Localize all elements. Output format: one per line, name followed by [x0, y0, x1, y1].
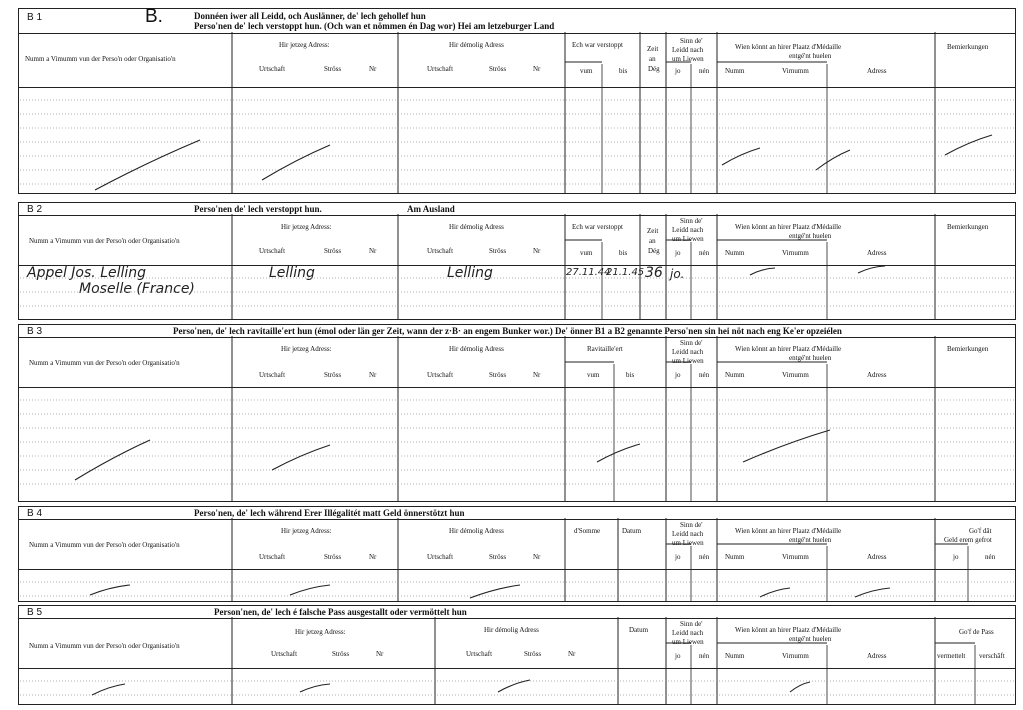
- former-address-header: Hir démolig Adress: [449, 345, 504, 353]
- number-header: Nr: [369, 371, 377, 379]
- number-header: Nr: [568, 650, 576, 658]
- section-code: B 1: [27, 12, 43, 23]
- name-column-header: Numm a Vimumm vun der Perso'n oder Organisatio'n: [29, 359, 180, 367]
- firstname-header: Virnumm: [782, 67, 809, 75]
- locality-header: Urtschaft: [259, 371, 286, 379]
- medal-header: entgé'nt huelen: [789, 635, 832, 643]
- street-header: Ströss: [324, 65, 342, 73]
- date-header: Datum: [622, 527, 642, 535]
- current-address-header: Hir jetzeg Adress:: [281, 527, 332, 535]
- no-header: nén: [699, 553, 710, 561]
- section-title: Perso'nen, de' lech ravitaille'ert hun (émol oder län ger Zeit, wann der z·B· an engem Bunker wor.) De' önner B1 a B2 genannte Perso'nen sin hei nöt nach eng Ke'er opzeiélen: [173, 326, 842, 336]
- number-header: Nr: [369, 553, 377, 561]
- number-header: Nr: [369, 247, 377, 255]
- hidden-header: Ech war verstoppt: [572, 223, 623, 231]
- surname-header: Numm: [725, 249, 745, 257]
- hidden-header: Ech war verstoppt: [572, 41, 623, 49]
- address-header: Adress: [867, 249, 887, 257]
- number-header: Nr: [533, 371, 541, 379]
- medal-header: entgé'nt huelen: [789, 536, 832, 544]
- yes-header: jo: [675, 553, 681, 561]
- firstname-header: Virnumm: [782, 249, 809, 257]
- life-danger-header: Sinn de': [680, 217, 703, 225]
- entry-former-locality: Lelling: [447, 265, 493, 281]
- street-header: Ströss: [489, 553, 507, 561]
- date-header: Datum: [629, 626, 649, 634]
- entry-yes: jo.: [670, 267, 685, 281]
- life-danger-header: Sinn de': [680, 620, 703, 628]
- former-address-header: Hir démolig Adress: [449, 41, 504, 49]
- section-title: Perso'nen de' lech verstoppt hun.: [194, 204, 322, 214]
- street-header: Ströss: [524, 650, 542, 658]
- to-header: bis: [619, 67, 628, 75]
- entry-name-line2: Moselle (France): [79, 281, 195, 297]
- surname-header: Numm: [725, 371, 745, 379]
- number-header: Nr: [533, 65, 541, 73]
- money-returned-header: Geld erem gefrot: [944, 536, 992, 544]
- address-header: Adress: [867, 553, 887, 561]
- medal-header: Wien könnt an hirer Plaatz d'Médaille: [735, 527, 842, 535]
- remarks-header: Bemierkungen: [947, 345, 989, 353]
- street-header: Ströss: [324, 371, 342, 379]
- surname-header: Numm: [725, 67, 745, 75]
- name-column-header: Numm a Vimumm vun der Perso'n oder Organisatio'n: [29, 237, 180, 245]
- yes-header: jo: [675, 371, 681, 379]
- days-header: Zeit: [647, 45, 659, 53]
- money-returned-header: Go'f dât: [969, 527, 992, 535]
- section-title: Perso'nen, de' lech während Erer Illégalitét matt Geld önnerstötzt hun: [194, 508, 465, 518]
- sum-header: d'Somme: [574, 527, 601, 535]
- to-header: bis: [619, 249, 628, 257]
- number-header: Nr: [533, 553, 541, 561]
- locality-header: Urtschaft: [427, 371, 454, 379]
- passport-header: Go'f de Pass: [959, 628, 994, 636]
- firstname-header: Virnumm: [782, 553, 809, 561]
- medal-header: entgé'nt huelen: [789, 354, 832, 362]
- life-danger-header: um Liewen: [672, 539, 704, 547]
- address-header: Adress: [867, 67, 887, 75]
- section-code: B 5: [27, 607, 43, 618]
- street-header: Ströss: [489, 371, 507, 379]
- number-header: Nr: [369, 65, 377, 73]
- number-header: Nr: [376, 650, 384, 658]
- remarks-header: Bemierkungen: [947, 43, 989, 51]
- to-header: bis: [626, 371, 635, 379]
- firstname-header: Virnumm: [782, 652, 809, 660]
- number-header: Nr: [533, 247, 541, 255]
- locality-header: Urtschaft: [427, 247, 454, 255]
- no-header: nén: [985, 553, 996, 561]
- life-danger-header: Leidd nach: [672, 226, 704, 234]
- no-header: nén: [699, 67, 710, 75]
- section-code: B 3: [27, 326, 43, 337]
- street-header: Ströss: [332, 650, 350, 658]
- former-address-header: Hir démolig Adress: [449, 527, 504, 535]
- address-header: Adress: [867, 371, 887, 379]
- entry-to-date: 21.1.45: [606, 267, 645, 278]
- former-address-header: Hir démolig Adress: [484, 626, 539, 634]
- section-b1-header: [19, 6, 1015, 34]
- life-danger-header: Leidd nach: [672, 629, 704, 637]
- section-b5: [18, 605, 1016, 705]
- current-address-header: Hir jetzeg Adress:: [281, 223, 332, 231]
- name-column-header: Numm a Vimumm vun der Perso'n oder Organisatio'n: [25, 55, 176, 63]
- forged-header: verschâft: [979, 652, 1005, 660]
- life-danger-header: Leidd nach: [672, 46, 704, 54]
- entry-from-date: 27.11.44: [566, 267, 611, 278]
- locality-header: Urtschaft: [466, 650, 493, 658]
- section-title: Donnéen iwer all Leidd, och Auslänner, de' lech gehollef hun: [194, 11, 426, 21]
- locality-header: Urtschaft: [427, 553, 454, 561]
- issued-header: vermettelt: [937, 652, 966, 660]
- days-header: an: [649, 55, 656, 63]
- life-danger-header: Sinn de': [680, 339, 703, 347]
- entry-name: Appel Jos. Lelling: [27, 265, 147, 281]
- form-letter: B.: [145, 6, 163, 27]
- section-b4: [18, 506, 1016, 602]
- life-danger-header: um Liewen: [672, 235, 704, 243]
- medal-header: Wien könnt an hirer Plaatz d'Médaille: [735, 626, 842, 634]
- section-subtitle: Perso'nen de' lech verstoppt hun. (Och wan et nömmen én Dag wor) Hei am letzeburger Land: [194, 21, 555, 31]
- days-header: an: [649, 237, 656, 245]
- locality-header: Urtschaft: [259, 65, 286, 73]
- yes-header: jo: [675, 249, 681, 257]
- former-address-header: Hir démolig Adress: [449, 223, 504, 231]
- yes-header: jo: [953, 553, 959, 561]
- street-header: Ströss: [489, 247, 507, 255]
- remarks-header: Bemierkungen: [947, 223, 989, 231]
- locality-header: Urtschaft: [427, 65, 454, 73]
- street-header: Ströss: [324, 247, 342, 255]
- current-address-header: Hir jetzeg Adress:: [279, 41, 330, 49]
- days-header: Dég: [648, 247, 660, 255]
- firstname-header: Virnumm: [782, 371, 809, 379]
- medal-header: Wien könnt an hirer Plaatz d'Médaille: [735, 43, 842, 51]
- current-address-header: Hir jetzeg Adress:: [295, 628, 346, 636]
- medal-header: entgé'nt huelen: [789, 232, 832, 240]
- locality-header: Urtschaft: [259, 247, 286, 255]
- entry-days: 36: [645, 265, 663, 281]
- entry-current-locality: Lelling: [269, 265, 315, 281]
- section-title: Person'nen, de' lech é falsche Pass ausgestallt oder vermöttelt hun: [214, 607, 467, 617]
- no-header: nén: [699, 249, 710, 257]
- section-b3: [18, 324, 1016, 502]
- address-header: Adress: [867, 652, 887, 660]
- street-header: Ströss: [324, 553, 342, 561]
- no-header: nén: [699, 652, 710, 660]
- section-subtitle: Am Ausland: [407, 204, 455, 214]
- medal-header: Wien könnt an hirer Plaatz d'Médaille: [735, 345, 842, 353]
- life-danger-header: um Liewen: [672, 357, 704, 365]
- yes-header: jo: [675, 67, 681, 75]
- from-header: vum: [580, 249, 593, 257]
- supplied-header: Ravitaille'ert: [587, 345, 623, 353]
- name-column-header: Numm a Vimumm vun der Perso'n oder Organisatio'n: [29, 541, 180, 549]
- section-code: B 2: [27, 204, 43, 215]
- street-header: Ströss: [489, 65, 507, 73]
- days-header: Zeit: [647, 227, 659, 235]
- days-header: Dég: [648, 65, 660, 73]
- life-danger-header: Sinn de': [680, 521, 703, 529]
- section-b1: [18, 8, 1016, 194]
- locality-header: Urtschaft: [271, 650, 298, 658]
- life-danger-header: um Liewen: [672, 55, 704, 63]
- surname-header: Numm: [725, 553, 745, 561]
- life-danger-header: Leidd nach: [672, 530, 704, 538]
- no-header: nén: [699, 371, 710, 379]
- life-danger-header: um Liewen: [672, 638, 704, 646]
- medal-header: entgé'nt huelen: [789, 52, 832, 60]
- section-b2: [18, 202, 1016, 320]
- yes-header: jo: [675, 652, 681, 660]
- surname-header: Numm: [725, 652, 745, 660]
- section-code: B 4: [27, 508, 43, 519]
- current-address-header: Hir jetzeg Adress:: [281, 345, 332, 353]
- from-header: vum: [580, 67, 593, 75]
- from-header: vum: [587, 371, 600, 379]
- life-danger-header: Leidd nach: [672, 348, 704, 356]
- locality-header: Urtschaft: [259, 553, 286, 561]
- life-danger-header: Sinn de': [680, 37, 703, 45]
- name-column-header: Numm a Vimumm vun der Perso'n oder Organisatio'n: [29, 642, 180, 650]
- medal-header: Wien könnt an hirer Plaatz d'Médaille: [735, 223, 842, 231]
